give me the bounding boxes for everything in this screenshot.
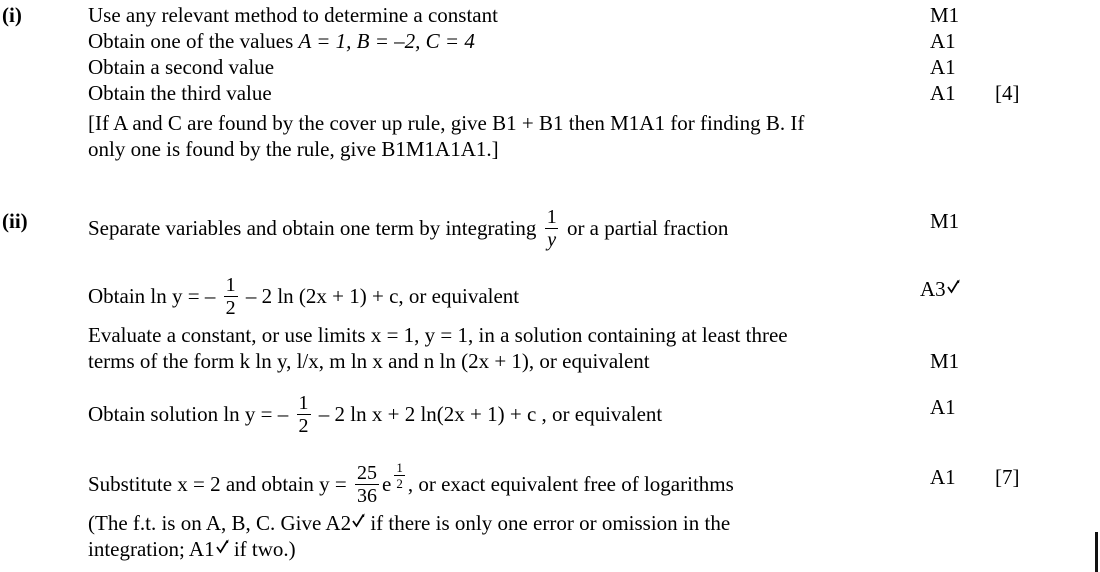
followthrough-tick-icon — [216, 540, 229, 556]
part-ii-line-1-text-before: Separate variables and obtain one term by integrating — [88, 215, 537, 240]
part-i-note-line-2: only one is found by the rule, give B1M1A1A1.] — [88, 137, 499, 161]
part-ii-line-2-text-after: – 2 ln (2x + 1) + c, or equivalent — [245, 283, 520, 308]
part-ii-line-4-text-after: – 2 ln x + 2 ln(2x + 1) + c , or equivalent — [318, 401, 663, 426]
part-i-line-4-text: Obtain the third value — [88, 81, 272, 105]
part-i-line-2-mark: A1 — [930, 29, 956, 53]
fraction-denominator: 2 — [225, 297, 236, 319]
exponent-fraction — [394, 461, 405, 491]
fraction-numerator: 25 — [357, 462, 378, 484]
fraction-numerator: 1 — [298, 392, 309, 414]
scan-edge-artifact — [1095, 532, 1098, 572]
note-text-a: integration; A1 — [88, 537, 215, 561]
part-ii-line-1-mark: M1 — [930, 209, 960, 233]
note-text-b: if there is only one error or omission in the — [370, 511, 731, 535]
part-i-note-line-1: [If A and C are found by the cover up rule, give B1 + B1 then M1A1 for finding B. If — [88, 111, 805, 135]
mark-code: A3 — [920, 277, 946, 301]
fraction-numerator: 1 — [546, 206, 557, 228]
followthrough-tick-icon — [947, 280, 960, 296]
exponent-one-half — [391, 462, 408, 492]
fraction-one-half-a — [224, 275, 238, 319]
part-ii-total-marks: [7] — [995, 465, 1020, 489]
part-label-i: (i) — [2, 3, 22, 27]
fraction-denominator: 2 — [298, 415, 309, 437]
part-ii-line-5 — [88, 460, 734, 508]
fraction-one-half-b — [297, 393, 311, 437]
part-i-line-3-text: Obtain a second value — [88, 55, 275, 79]
part-i-line-2 — [88, 28, 475, 54]
part-ii-line-1 — [88, 208, 728, 252]
part-ii-line-1-text-after: or a partial fraction — [566, 215, 729, 240]
part-ii-note-line-1 — [88, 510, 730, 536]
fraction-one-over-y — [545, 207, 559, 251]
part-ii-line-4-mark: A1 — [930, 395, 956, 419]
fraction-denominator: y — [547, 229, 557, 251]
part-i-line-2-values: A = 1, B = –2, C = 4 — [298, 29, 475, 53]
part-label-ii: (ii) — [2, 209, 28, 233]
followthrough-tick-icon — [352, 514, 365, 530]
part-ii-line-2 — [88, 276, 519, 320]
fraction-denominator: 2 — [396, 476, 403, 491]
part-i-line-1-text: Use any relevant method to determine a constant — [88, 3, 498, 27]
part-ii-line-4-text-before: Obtain solution ln y = – — [88, 401, 289, 426]
part-ii-line-3-mark: M1 — [930, 349, 960, 373]
note-text-b: if two.) — [233, 537, 296, 561]
part-i-total-marks: [4] — [995, 81, 1020, 105]
exponential-base: e — [382, 471, 392, 496]
part-i-line-1-mark: M1 — [930, 3, 960, 27]
part-ii-line-5-text-after: , or exact equivalent free of logarithms — [407, 471, 734, 496]
note-text-a: (The f.t. is on A, B, C. Give A2 — [88, 511, 352, 535]
part-ii-line-2-text-before: Obtain ln y = – — [88, 283, 216, 308]
part-ii-line-3a: Evaluate a constant, or use limits x = 1, y = 1, in a solution containing at least three — [88, 323, 788, 347]
part-ii-line-5-text-before: Substitute x = 2 and obtain y = — [88, 471, 347, 496]
part-ii-note-line-2 — [88, 536, 296, 562]
fraction-denominator: 36 — [357, 485, 378, 507]
part-ii-line-5-mark: A1 — [930, 465, 956, 489]
fraction-numerator: 1 — [396, 460, 403, 475]
part-i-line-2-prefix: Obtain one of the values — [88, 29, 299, 53]
fraction-25-over-36 — [355, 463, 379, 507]
part-ii-line-2-mark — [920, 276, 960, 302]
part-i-line-3-mark: A1 — [930, 55, 956, 79]
fraction-numerator: 1 — [225, 274, 236, 296]
part-ii-line-4 — [88, 394, 662, 438]
part-i-line-4-mark: A1 — [930, 81, 956, 105]
part-ii-line-3b: terms of the form k ln y, l/x, m ln x and n ln (2x + 1), or equivalent — [88, 349, 650, 373]
